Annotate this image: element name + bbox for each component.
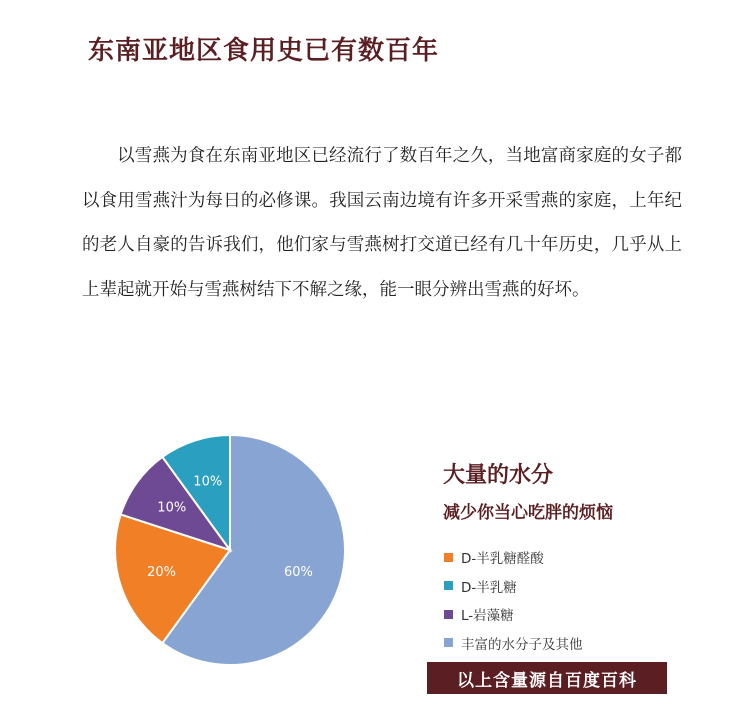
pie-slice-label-2: 10% xyxy=(157,500,187,516)
intro-paragraph-text: 以雪燕为食在东南亚地区已经流行了数百年之久，当地富商家庭的女子都以食用雪燕汁为每日的必修课。我国云南边境有许多开采雪燕的家庭，上年纪的老人自豪的告诉我们，他们家与雪燕树打交道已经有几十年历史，几乎从上上辈起就开始与雪燕树结下不解之缘，能一眼分辨出雪燕的好坏。 xyxy=(82,146,682,300)
legend-swatch xyxy=(444,553,453,562)
water-heading: 大量的水分 xyxy=(443,463,554,488)
chart-legend xyxy=(444,543,583,657)
legend-item-1 xyxy=(444,572,583,601)
legend-swatch xyxy=(444,638,453,647)
legend-item-0 xyxy=(444,543,583,572)
pie-slice-label-1: 20% xyxy=(147,565,176,581)
page-title: 东南亚地区食用史已有数百年 xyxy=(88,36,440,66)
source-note: 以上含量源自百度百科 xyxy=(427,662,667,694)
intro-paragraph xyxy=(82,134,682,312)
legend-item-2 xyxy=(444,600,583,629)
pie-slice-label-3: 10% xyxy=(193,474,223,490)
legend-label: L-岩藻糖 xyxy=(461,608,514,625)
legend-swatch xyxy=(444,610,453,619)
pie-slice-label-0: 60% xyxy=(284,565,313,581)
legend-item-3 xyxy=(444,629,583,658)
pie-chart xyxy=(110,430,350,670)
water-subheading: 减少你当心吃胖的烦恼 xyxy=(443,503,613,523)
legend-label: 丰富的水分子及其他 xyxy=(461,636,583,653)
legend-label: D-半乳糖 xyxy=(461,579,517,596)
legend-swatch xyxy=(444,581,453,590)
legend-label: D-半乳糖醛酸 xyxy=(461,551,544,568)
